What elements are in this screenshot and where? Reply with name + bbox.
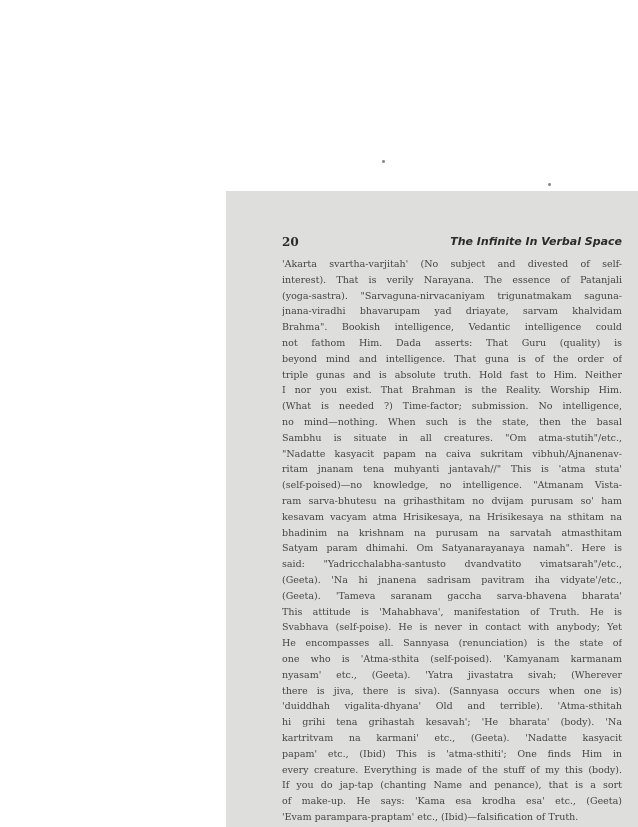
text-line: kartritvam na karmani' etc., (Geeta). 'Nadatte kasyacit [282,732,622,744]
speck-mark [548,183,551,186]
text-line: interest). That is verily Narayana. The essence of Patanjali [282,274,622,286]
running-title: The Infinite In Verbal Space [450,235,622,248]
text-line: one who is 'Atma-sthita (self-poised). 'Kamyanam karmanam [282,653,622,665]
text-line: 'duiddhah vigalita-dhyana' Old and terrible). 'Atma-sthitah [282,701,622,713]
text-line: Sambhu is situate in all creatures. "Om atma-stutih"/etc., [282,432,622,444]
page-number: 20 [282,235,299,249]
page-header [282,235,622,251]
text-line: (yoga-sastra). "Sarvaguna-nirvacaniyam trigunatmakam saguna- [282,290,622,302]
text-line: triple gunas and is absolute truth. Hold fast to Him. Neither [282,369,622,381]
text-line: kesavam vacyam atma Hrisikesaya, na Hrisikesaya na sthitam na [282,511,622,523]
text-line: beyond mind and intelligence. That guna is of the order of [282,353,622,365]
body-text [282,257,622,826]
text-line: papam' etc., (Ibid) This is 'atma-sthiti'; One finds Him in [282,748,622,760]
text-line: nyasam' etc., (Geeta). 'Yatra jivastatra sivah; (Wherever [282,669,622,681]
text-line: hi grihi tena grihastah kesavah'; 'He bharata' (body). 'Na [282,717,622,729]
text-line: If you do jap-tap (chanting Name and penance), that is a sort [282,780,622,792]
text-line: Brahma". Bookish intelligence, Vedantic intelligence could [282,322,622,334]
text-line: This attitude is 'Mahabhava', manifestation of Truth. He is [282,606,622,618]
text-line: no mind—nothing. When such is the state, then the basal [282,416,622,428]
text-line: not fathom Him. Dada asserts: That Guru (quality) is [282,337,622,349]
text-line: Svabhava (self-poise). He is never in contact with anybody; Yet [282,622,622,634]
text-line: (Geeta). 'Tameva saranam gaccha sarva-bhavena bharata' [282,590,622,602]
book-page [226,191,638,827]
text-line: 'Evam parampara-praptam' etc., (Ibid)—falsification of Truth. [282,811,579,823]
text-line: 'Akarta svartha-varjitah' (No subject and divested of self- [282,259,622,270]
text-line: ram sarva-bhutesu na grihasthitam no dvijam purusam so' ham [282,495,622,507]
text-line: (Geeta). 'Na hi jnanena sadrisam pavitram iha vidyate'/etc., [282,574,622,586]
text-line: ritam jnanam tena muhyanti jantavah//" This is 'atma stuta' [282,464,622,476]
text-line: of make-up. He says: 'Kama esa krodha esa' etc., (Geeta) [282,796,622,808]
text-line: jnana-viradhi bhavarupam yad driayate, sarvam khalvidam [282,306,622,318]
text-line: (What is needed ?) Time-factor; submission. No intelligence, [282,401,622,413]
speck-mark [382,160,385,163]
text-line: He encompasses all. Sannyasa (renunciation) is the state of [282,638,622,650]
text-line: every creature. Everything is made of the stuff of my this (body). [282,764,622,776]
text-line: said: "Yadricchalabha-santusto dvandvatito vimatsarah"/etc., [282,559,622,571]
text-line: Satyam param dhimahi. Om Satyanarayanaya namah". Here is [282,543,622,555]
text-line: I nor you exist. That Brahman is the Reality. Worship Him. [282,385,622,397]
text-line: there is jiva, there is siva). (Sannyasa occurs when one is) [282,685,622,697]
text-line: bhadinim na krishnam na purusam na sarvatah atmasthitam [282,527,622,539]
text-line: (self-poised)—no knowledge, no intelligence. "Atmanam Vista- [282,480,622,492]
text-line: "Nadatte kasyacit papam na caiva sukritam vibhuh/Ajnanenav- [282,448,622,460]
